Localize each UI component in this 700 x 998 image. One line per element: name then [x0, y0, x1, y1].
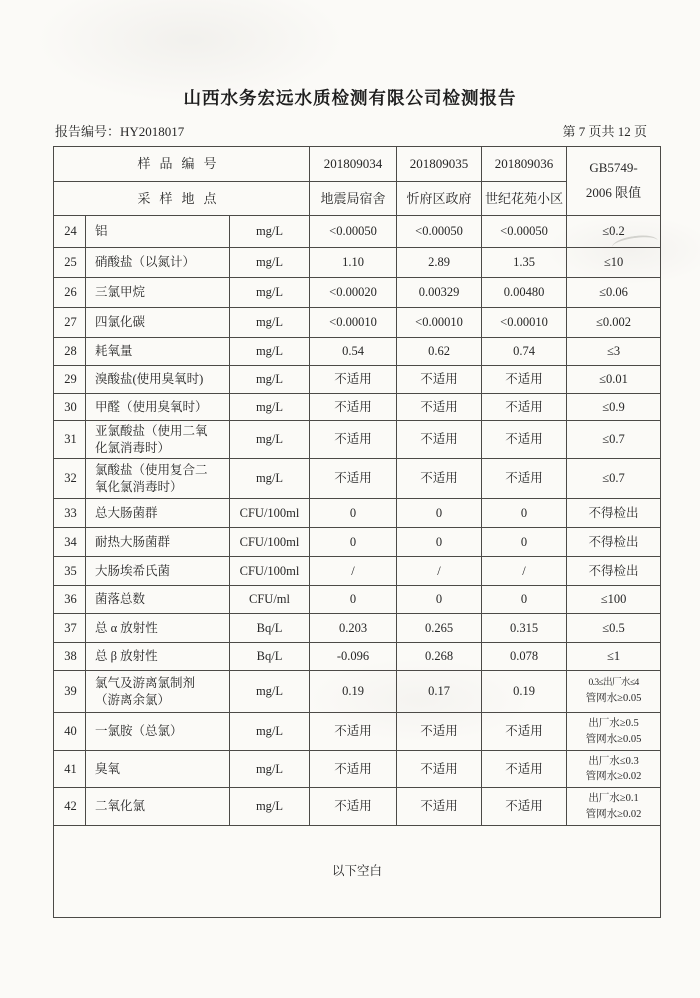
- sample2-value-cell: 0.268: [397, 643, 482, 671]
- sample-no-label-cell: [54, 147, 310, 182]
- sample2-value-cell: 0.62: [397, 338, 482, 366]
- sample3-value-cell: 不适用: [482, 751, 567, 788]
- limit-line1: 出厂水≥0.1: [588, 793, 639, 805]
- row-number-cell: 28: [54, 338, 86, 366]
- limit-cell: ≤0.01: [567, 366, 661, 394]
- sample1-value-cell: 0.54: [310, 338, 397, 366]
- location-label-cell: [54, 182, 310, 216]
- limit-line1: 出厂水≥0.5: [588, 718, 639, 730]
- limit-cell: [567, 751, 661, 788]
- table-row: [54, 421, 661, 459]
- sample1-value-cell: 1.10: [310, 248, 397, 278]
- row-number-cell: 32: [54, 459, 86, 499]
- limit-cell: ≤100: [567, 586, 661, 614]
- param-name-cell: 硝酸盐（以氮计）: [86, 248, 230, 278]
- sample1-value-cell: <0.00010: [310, 308, 397, 338]
- table-row: [54, 248, 661, 278]
- sample1-value-cell: -0.096: [310, 643, 397, 671]
- sample1-value-cell: 0: [310, 528, 397, 557]
- sample1-value-cell: <0.00020: [310, 278, 397, 308]
- results-table: [53, 146, 661, 918]
- limit-cell: ≤3: [567, 338, 661, 366]
- table-row: [54, 499, 661, 528]
- sample2-value-cell: 不适用: [397, 788, 482, 826]
- sample3-value-cell: 不适用: [482, 788, 567, 826]
- sample3-value-cell: 0.315: [482, 614, 567, 643]
- location-cell: 忻府区政府: [397, 182, 482, 216]
- unit-cell: mg/L: [230, 788, 310, 826]
- row-number-cell: 35: [54, 557, 86, 586]
- sample3-value-cell: 0: [482, 499, 567, 528]
- limit-cell: ≤0.2: [567, 216, 661, 248]
- report-title: 山西水务宏远水质检测有限公司检测报告: [183, 88, 517, 108]
- sample3-value-cell: 不适用: [482, 459, 567, 499]
- unit-cell: mg/L: [230, 366, 310, 394]
- sample-no-label: 样品编号: [137, 156, 226, 172]
- param-name-cell: 耗氧量: [86, 338, 230, 366]
- table-row: [54, 557, 661, 586]
- param-name-line2: （游离余氯）: [95, 692, 171, 707]
- sample1-value-cell: 不适用: [310, 421, 397, 459]
- location-label: 采样地点: [137, 190, 226, 206]
- sample-no-cell: 201809035: [397, 147, 482, 182]
- page-indicator: 第 7 页共 12 页: [562, 124, 647, 139]
- unit-cell: mg/L: [230, 713, 310, 751]
- sample3-value-cell: 0: [482, 528, 567, 557]
- table-row: [54, 394, 661, 421]
- report-number: [55, 121, 184, 140]
- sample1-value-cell: 不适用: [310, 713, 397, 751]
- param-name-cell: 耐热大肠菌群: [86, 528, 230, 557]
- location-cell: 地震局宿舍: [310, 182, 397, 216]
- param-name-cell: 三氯甲烷: [86, 278, 230, 308]
- param-name-cell: 总 α 放射性: [86, 614, 230, 643]
- sample1-value-cell: 不适用: [310, 751, 397, 788]
- param-name-cell: 四氯化碳: [86, 308, 230, 338]
- limit-cell: ≤1: [567, 643, 661, 671]
- sample1-value-cell: 不适用: [310, 366, 397, 394]
- sample3-value-cell: 不适用: [482, 366, 567, 394]
- param-name-cell: 菌落总数: [86, 586, 230, 614]
- limit-cell: ≤0.7: [567, 421, 661, 459]
- param-name-cell: [86, 421, 230, 459]
- sample2-value-cell: 不适用: [397, 459, 482, 499]
- unit-cell: mg/L: [230, 338, 310, 366]
- unit-cell: Bq/L: [230, 614, 310, 643]
- table-row: [54, 528, 661, 557]
- row-number-cell: 36: [54, 586, 86, 614]
- limit-header-line2: 2006 限值: [585, 185, 642, 200]
- sample3-value-cell: /: [482, 557, 567, 586]
- sample2-value-cell: 0.00329: [397, 278, 482, 308]
- param-name-cell: 总 β 放射性: [86, 643, 230, 671]
- param-name-line1: 氯酸盐（使用复合二: [95, 463, 208, 477]
- sample2-value-cell: 0: [397, 586, 482, 614]
- param-name-cell: 一氯胺（总氯）: [86, 713, 230, 751]
- limit-cell: ≤0.9: [567, 394, 661, 421]
- row-number-cell: 37: [54, 614, 86, 643]
- param-name-cell: 二氧化氯: [86, 788, 230, 826]
- blank-note-cell: 以下空白: [54, 826, 661, 918]
- param-name-cell: 总大肠菌群: [86, 499, 230, 528]
- limit-line2: 管网水≥0.05: [585, 692, 642, 704]
- row-number-cell: 26: [54, 278, 86, 308]
- table-row: [54, 671, 661, 713]
- row-number-cell: 39: [54, 671, 86, 713]
- limit-cell: ≤0.002: [567, 308, 661, 338]
- location-cell: 世纪花苑小区: [482, 182, 567, 216]
- sample1-value-cell: 不适用: [310, 459, 397, 499]
- limit-cell: ≤0.5: [567, 614, 661, 643]
- limit-cell: ≤10: [567, 248, 661, 278]
- sample1-value-cell: <0.00050: [310, 216, 397, 248]
- sample1-value-cell: 0.203: [310, 614, 397, 643]
- report-number-label: 报告编号：: [55, 124, 121, 139]
- sample2-value-cell: <0.00050: [397, 216, 482, 248]
- unit-cell: mg/L: [230, 278, 310, 308]
- row-number-cell: 34: [54, 528, 86, 557]
- limit-header-cell: [567, 147, 661, 216]
- sample2-value-cell: 不适用: [397, 751, 482, 788]
- limit-cell: ≤0.7: [567, 459, 661, 499]
- limit-line2: 管网水≥0.05: [585, 733, 642, 745]
- sample1-value-cell: 0: [310, 586, 397, 614]
- sample3-value-cell: 0.74: [482, 338, 567, 366]
- sample3-value-cell: 不适用: [482, 394, 567, 421]
- param-name-cell: 臭氧: [86, 751, 230, 788]
- unit-cell: CFU/100ml: [230, 557, 310, 586]
- table-row: [54, 586, 661, 614]
- unit-cell: CFU/ml: [230, 586, 310, 614]
- unit-cell: mg/L: [230, 751, 310, 788]
- row-number-cell: 30: [54, 394, 86, 421]
- blank-footer-row: [54, 826, 661, 918]
- table-row: [54, 459, 661, 499]
- limit-cell: 不得检出: [567, 557, 661, 586]
- param-name-line1: 亚氯酸盐（使用二氧: [95, 424, 208, 438]
- unit-cell: mg/L: [230, 459, 310, 499]
- sample-no-cell: 201809036: [482, 147, 567, 182]
- row-number-cell: 31: [54, 421, 86, 459]
- sample2-value-cell: 0.17: [397, 671, 482, 713]
- unit-cell: CFU/100ml: [230, 528, 310, 557]
- table-row: [54, 216, 661, 248]
- sample2-value-cell: 不适用: [397, 366, 482, 394]
- table-row: [54, 751, 661, 788]
- row-number-cell: 24: [54, 216, 86, 248]
- sample2-value-cell: <0.00010: [397, 308, 482, 338]
- sample3-value-cell: 0.19: [482, 671, 567, 713]
- table-row: [54, 614, 661, 643]
- param-name-cell: 甲醛（使用臭氧时）: [86, 394, 230, 421]
- unit-cell: mg/L: [230, 394, 310, 421]
- row-number-cell: 33: [54, 499, 86, 528]
- report-number-value: HY2018017: [120, 124, 185, 139]
- unit-cell: mg/L: [230, 308, 310, 338]
- sample3-value-cell: <0.00010: [482, 308, 567, 338]
- limit-cell: [567, 788, 661, 826]
- row-number-cell: 25: [54, 248, 86, 278]
- param-name-line1: 氯气及游离氯制剂: [95, 676, 196, 690]
- unit-cell: mg/L: [230, 671, 310, 713]
- row-number-cell: 27: [54, 308, 86, 338]
- param-name-cell: 大肠埃希氏菌: [86, 557, 230, 586]
- param-name-cell: 溴酸盐(使用臭氧时): [86, 366, 230, 394]
- param-name-line2: 氧化氯消毒时）: [95, 479, 183, 494]
- sample3-value-cell: 1.35: [482, 248, 567, 278]
- row-number-cell: 42: [54, 788, 86, 826]
- sample1-value-cell: /: [310, 557, 397, 586]
- sample2-value-cell: 0.265: [397, 614, 482, 643]
- sample1-value-cell: 0: [310, 499, 397, 528]
- table-row: [54, 278, 661, 308]
- table-row: [54, 643, 661, 671]
- table-row: [54, 713, 661, 751]
- unit-cell: CFU/100ml: [230, 499, 310, 528]
- limit-header-line1: GB5749-: [589, 160, 638, 176]
- header-row-sample-no: [54, 147, 661, 182]
- unit-cell: Bq/L: [230, 643, 310, 671]
- sample3-value-cell: 0.078: [482, 643, 567, 671]
- table-row: [54, 308, 661, 338]
- sample2-value-cell: 2.89: [397, 248, 482, 278]
- sample2-value-cell: 0: [397, 528, 482, 557]
- sample3-value-cell: 0.00480: [482, 278, 567, 308]
- row-number-cell: 40: [54, 713, 86, 751]
- sample2-value-cell: 0: [397, 499, 482, 528]
- table-row: [54, 788, 661, 826]
- row-number-cell: 38: [54, 643, 86, 671]
- unit-cell: mg/L: [230, 248, 310, 278]
- sample1-value-cell: 0.19: [310, 671, 397, 713]
- param-name-cell: [86, 459, 230, 499]
- limit-line2: 管网水≥0.02: [585, 771, 642, 782]
- param-name-line2: 化氯消毒时）: [95, 440, 171, 455]
- limit-cell: ≤0.06: [567, 278, 661, 308]
- limit-cell: 不得检出: [567, 528, 661, 557]
- param-name-cell: 铝: [86, 216, 230, 248]
- sample2-value-cell: 不适用: [397, 394, 482, 421]
- limit-cell: [567, 671, 661, 713]
- limit-cell: 不得检出: [567, 499, 661, 528]
- limit-cell: [567, 713, 661, 751]
- report-meta-line: [55, 121, 647, 140]
- limit-line1: 0.3≤出厂水≤4: [588, 678, 639, 688]
- sample2-value-cell: 不适用: [397, 713, 482, 751]
- param-name-cell: [86, 671, 230, 713]
- sample-no-cell: 201809034: [310, 147, 397, 182]
- sample3-value-cell: 0: [482, 586, 567, 614]
- sample2-value-cell: /: [397, 557, 482, 586]
- row-number-cell: 41: [54, 751, 86, 788]
- unit-cell: mg/L: [230, 216, 310, 248]
- limit-line2: 管网水≥0.02: [585, 808, 642, 820]
- table-row: [54, 338, 661, 366]
- unit-cell: mg/L: [230, 421, 310, 459]
- sample2-value-cell: 不适用: [397, 421, 482, 459]
- sample3-value-cell: 不适用: [482, 713, 567, 751]
- sample3-value-cell: <0.00050: [482, 216, 567, 248]
- sample1-value-cell: 不适用: [310, 394, 397, 421]
- table-row: [54, 366, 661, 394]
- sample3-value-cell: 不适用: [482, 421, 567, 459]
- limit-line1: 出厂水≤0.3: [588, 755, 639, 767]
- row-number-cell: 29: [54, 366, 86, 394]
- sample1-value-cell: 不适用: [310, 788, 397, 826]
